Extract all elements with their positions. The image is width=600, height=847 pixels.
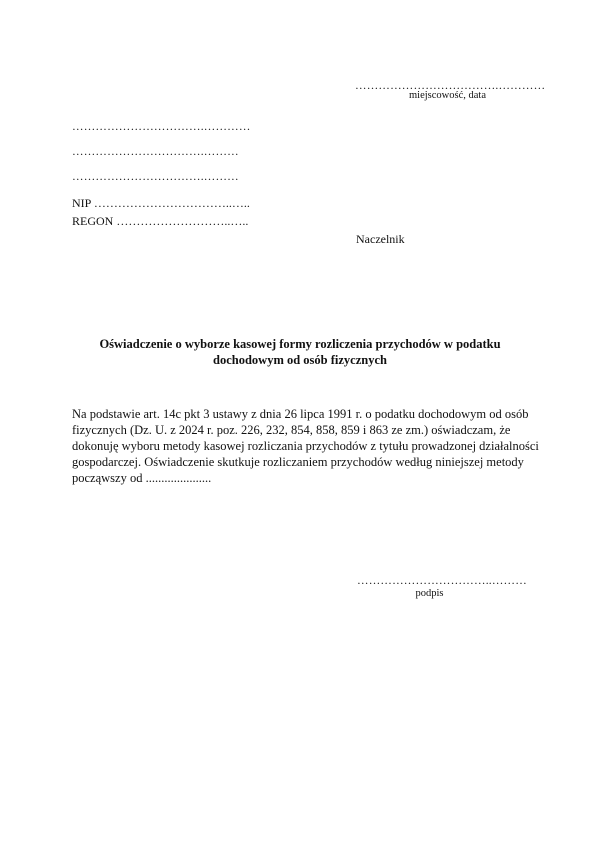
- signature-label: podpis: [415, 588, 444, 599]
- sender-line-2: …………………………….………: [72, 146, 239, 158]
- sender-line-1: …………………………….…………: [72, 121, 251, 133]
- document-title: [60, 336, 540, 368]
- place-date-label: miejscowość, data: [409, 90, 486, 101]
- title-line-2: dochodowym od osób fizycznych: [213, 353, 387, 367]
- place-date-field: ……………………………….…………: [355, 80, 546, 92]
- body-line-5: począwszy od .....................: [72, 471, 212, 485]
- declaration-body: [72, 406, 539, 486]
- body-line-1: Na podstawie art. 14c pkt 3 ustawy z dnia 26 lipca 1991 r. o podatku dochodowym od osób: [72, 407, 529, 421]
- regon-field: REGON ………………………..…..: [72, 214, 249, 228]
- signature-field: ……………………………..………: [357, 575, 527, 587]
- body-line-2: fizycznych (Dz. U. z 2024 r. poz. 226, 232, 854, 858, 859 i 863 ze zm.) oświadczam, że: [72, 423, 511, 437]
- addressee-label: Naczelnik: [356, 232, 405, 246]
- title-line-1: Oświadczenie o wyborze kasowej formy rozliczenia przychodów w podatku: [99, 337, 501, 351]
- sender-line-3: …………………………….………: [72, 171, 239, 183]
- nip-field: NIP ……………………………..…..: [72, 196, 250, 210]
- body-line-3: dokonuję wyboru metody kasowej rozliczania przychodów z tytułu prowadzonej działalności: [72, 439, 539, 453]
- body-line-4: gospodarczej. Oświadczenie skutkuje rozliczaniem przychodów według niniejszej metody: [72, 455, 524, 469]
